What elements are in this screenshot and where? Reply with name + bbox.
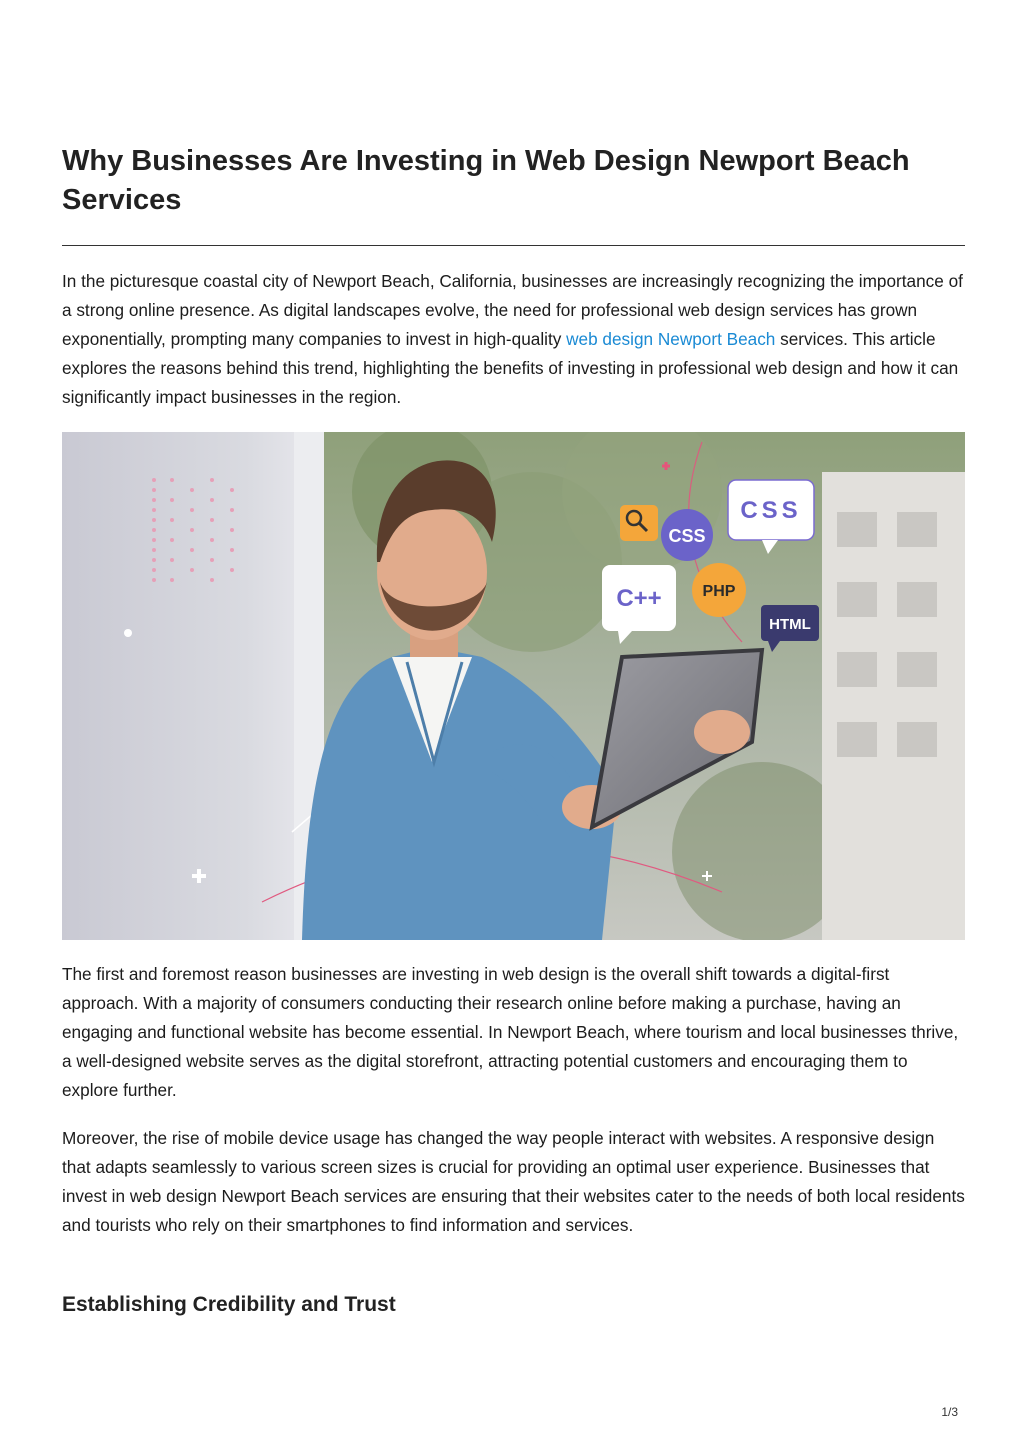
intro-text-after: services. This article explores the reasons behind this trend, highlighting the benefits of investing in professional web design and how it can significantly impact businesses in the region. xyxy=(62,329,959,407)
php-label: PHP xyxy=(702,583,736,600)
article-title: Why Businesses Are Investing in Web Design Newport Beach Services xyxy=(62,145,910,216)
paragraph-mobile: Moreover, the rise of mobile device usage has changed the way people interact with websites. A responsive design that adapts seamlessly to various screen sizes is crucial for providing an optimal user experience. Businesses that invest in web design Newport Beach services are ensuring that their websites cater to the needs of both local residents and tourists who rely on their smartphones to find information and services. xyxy=(62,1128,965,1235)
css-small-label: CSS xyxy=(668,526,706,546)
html-label: HTML xyxy=(769,616,811,633)
page-number: 1/3 xyxy=(941,1405,958,1419)
web-design-link[interactable]: web design Newport Beach xyxy=(566,329,776,349)
hero-image xyxy=(62,432,965,940)
search-bubble xyxy=(620,505,658,541)
intro-text-before: In the picturesque coastal city of Newport Beach, California, businesses are increasingly recognizing the importance of a strong online presence. As digital landscapes evolve, the need for professional web design services has grown exponentially, prompting many companies to invest in high-quality xyxy=(62,271,963,349)
css-large-label: CSS xyxy=(740,497,802,524)
section-heading: Establishing Credibility and Trust xyxy=(62,1293,396,1316)
paragraph-digital-first: The first and foremost reason businesses are investing in web design is the overall shift towards a digital-first approach. With a majority of consumers conducting their research online before making a purchase, having an engaging and functional website has become essential. In Newport Beach, where tourism and local businesses thrive, a well-designed website serves as the digital storefront, attracting potential customers and encouraging them to explore further. xyxy=(62,964,959,1100)
php-badge xyxy=(692,563,746,617)
title-divider xyxy=(62,245,965,246)
css-badge-small xyxy=(661,509,713,561)
cpp-label: C++ xyxy=(616,585,662,612)
intro-paragraph xyxy=(62,267,965,412)
